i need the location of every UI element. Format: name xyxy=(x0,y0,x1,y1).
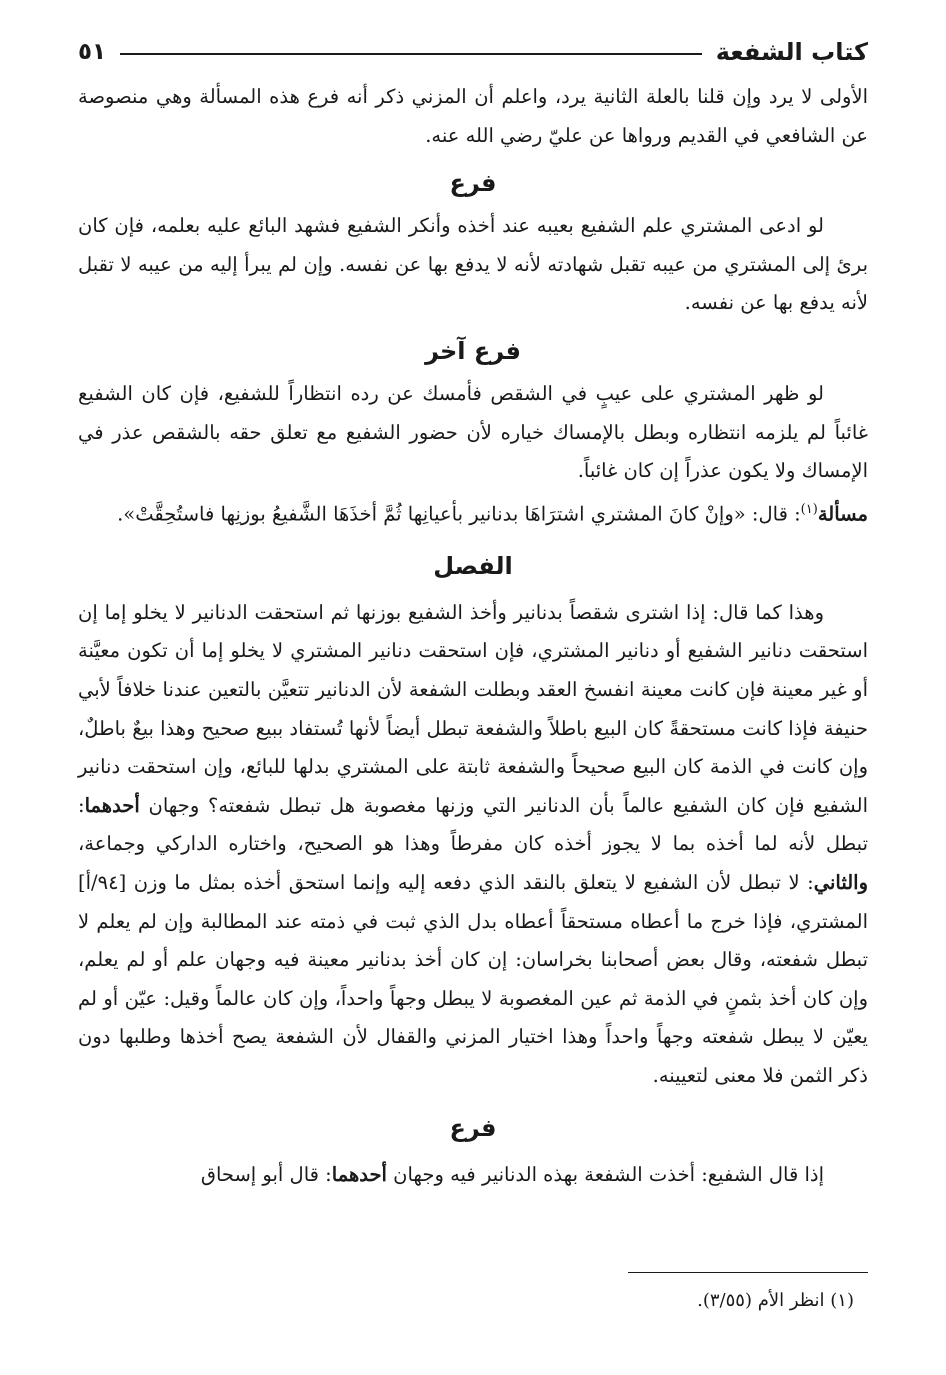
far2-text-1: إذا قال الشفيع: أخذت الشفعة بهذه الدنانير فيه وجهان xyxy=(393,1162,824,1186)
fasl-text-3: : لا تبطل لأن الشفيع لا يتعلق بالنقد الذي دفعه إليه وإنما استحق أخذه بمثل ما وزن [٩٤/أ] المشتري، فإذا خرج ما أعطاه مستحقاً أعطاه بدل الذي ثبت في ذمته عند المطالبة وإن لم يعلم لا تبطل شفعته، وقال بعض أصحابنا بخراسان: إن كان أخذ بدنانير معينة فيه وجهان علم أو لم يعلم، وإن كان أخذ بثمنٍ في الذمة ثم عين المغصوبة لا يبطل وجهاً واحداً، وإن كان عالماً وقيل: عيّن أو لم يعيّن لا يبطل شفعته وجهاً واحداً وهذا اختيار المزني والقفال لأن الشفعة يصح أخذها وطلبها دون ذكر الثمن فلا معنى لتعيينه. xyxy=(78,871,868,1087)
section-heading-far-akhar: فرع آخر xyxy=(425,336,521,365)
masala-label: مسألة xyxy=(817,502,868,526)
header-rule xyxy=(120,53,702,55)
fasl-text-2: : تبطل لأنه لما أخذه بما لا يجوز أخذه كان مفرطاً وهذا هو الصحيح، واختاره الداركي وجماعة، xyxy=(78,793,868,856)
section-heading-far: فرع xyxy=(449,169,497,198)
far2-first-view: أحدهما xyxy=(331,1162,387,1186)
book-title: كتاب الشفعة xyxy=(715,38,868,66)
paragraph-far-akhar: لو ظهر المشتري على عيبٍ في الشقص فأمسك عن رده انتظاراً للشفيع، فإن كان الشفيع غائباً لم يلزمه انتظاره وبطل بالإمساك خياره لأن حضور الشفيع مع تعلق حقه بالشقص عذر في الإمساك ولا يكون عذراً إن كان غائباً. xyxy=(78,381,868,483)
footnote-marker: (١) xyxy=(800,501,818,517)
fasl-text-1: وهذا كما قال: إذا اشترى شقصاً بدنانير وأخذ الشفيع بوزنها ثم استحقت الدنانير لا يخلو إما إن استحقت دنانير الشفيع أو دنانير المشتري، فإن استحقت دنانير المشتري لا يخلو إما أن تكون معيَّنة أو غير معينة فإن كانت معينة انفسخ العقد وبطلت الشفعة لأن الدنانير تتعيَّن بالتعين عندنا خلافاً لأبي حنيفة فإذا كانت مستحقةً كان البيع باطلاً والشفعة تبطل أيضاً لأنها تُستفاد ببيع صحيح وهذا بيعٌ باطلٌ، وإن كانت في الذمة كان البيع صحيحاً والشفعة ثابتة على المشتري بدلها للبائع، وإن استحقت دنانير الشفيع فإن كان الشفيع عالماً بأن الدنانير التي وزنها مغصوبة هل تبطل شفعته؟ وجهان xyxy=(78,600,869,817)
masala-text: : قال: «وإنْ كانَ المشتري اشترَاهَا بدنانير بأعيانِها ثُمَّ أخذَهَا الشَّفيعُ بوزنِها فاستُحِقَّتْ». xyxy=(117,502,801,526)
paragraph-masala xyxy=(78,491,868,534)
far2-text-2: : قال أبو إسحاق xyxy=(200,1162,332,1186)
footnote: (١) انظر الأم (٣/٥٥). xyxy=(697,1290,854,1311)
footnote-divider xyxy=(628,1272,868,1273)
main-text xyxy=(78,78,868,1194)
fasl-second-view: والثاني xyxy=(813,871,868,894)
paragraph-far-2 xyxy=(78,1156,868,1195)
page-number: ٥١ xyxy=(78,39,107,65)
section-heading-fasl: الفصل xyxy=(433,551,513,580)
fasl-first-view: أحدهما xyxy=(84,793,140,817)
paragraph-far-1: لو ادعى المشتري علم الشفيع بعيبه عند أخذه وأنكر الشفيع فشهد البائع عليه بعلمه، فإن كان برئ إلى المشتري من عيبه تقبل شهادته لأنه لا يدفع بها عن نفسه. وإن لم يبرأ إليه من عيبه لا تقبل لأنه يدفع بها عن نفسه. xyxy=(78,214,868,315)
paragraph-continuation: الأولى لا يرد وإن قلنا بالعلة الثانية يرد، واعلم أن المزني ذكر أنه فرع هذه المسألة وهي منصوصة عن الشافعي في القديم ورواها عن عليّ رضي الله عنه. xyxy=(78,85,868,147)
paragraph-fasl xyxy=(78,594,868,1096)
section-heading-far-2: فرع xyxy=(449,1113,497,1142)
running-header xyxy=(78,30,868,74)
